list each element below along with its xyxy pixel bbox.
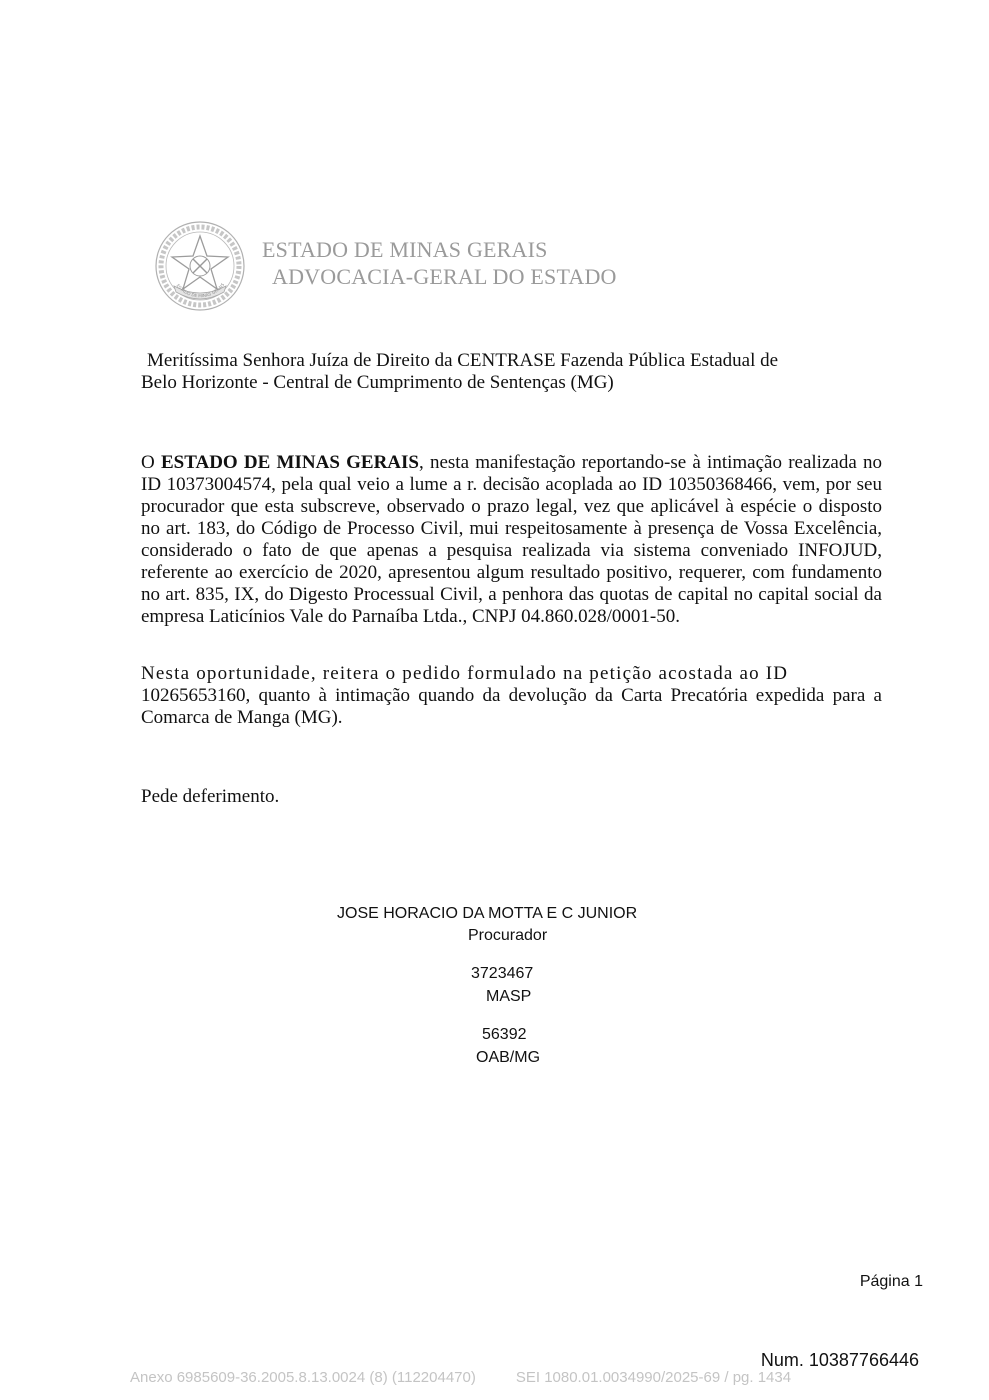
- footer-annex: Anexo 6985609-36.2005.8.13.0024 (8) (112204470): [130, 1369, 476, 1386]
- addressee-line-1: Meritíssima Senhora Juíza de Direito da CENTRASE Fazenda Pública Estadual de: [147, 350, 779, 371]
- letterhead-state: ESTADO DE MINAS GERAIS: [262, 237, 548, 262]
- paragraph-request-party: ESTADO DE MINAS GERAIS: [160, 452, 419, 473]
- paragraph-request: [141, 452, 882, 628]
- masp-number: 3723467: [471, 965, 534, 982]
- page-number: Página 1: [859, 1273, 923, 1290]
- masp-label: MASP: [486, 988, 532, 1005]
- letterhead: [262, 236, 617, 290]
- oab-number: 56392: [482, 1026, 527, 1043]
- addressee: [141, 350, 883, 394]
- footer-stamp: [130, 1369, 791, 1386]
- coat-of-arms-seal-icon: [154, 220, 246, 312]
- oab-label: OAB/MG: [476, 1049, 541, 1066]
- addressee-line-2: Belo Horizonte - Central de Cumprimento de Sentenças (MG): [141, 372, 614, 393]
- signer-name: JOSE HORACIO DA MOTTA E C JUNIOR: [337, 905, 638, 922]
- signer-role: Procurador: [468, 927, 548, 944]
- paragraph-reiteration: [141, 663, 882, 729]
- paragraph-request-lead: O: [141, 452, 161, 473]
- paragraph-reiteration-first-line: Nesta oportunidade, reitera o pedido formulado na petição acostada ao ID: [141, 663, 789, 684]
- seal-ribbon-text: ESTADO DE MINAS GERAIS: [175, 282, 226, 299]
- letterhead-agency: ADVOCACIA-GERAL DO ESTADO: [272, 264, 617, 289]
- paragraph-request-body: , nesta manifestação reportando-se à intimação realizada no ID 10373004574, pela qual veio a lume a r. decisão acoplada ao ID 10350368466, vem, por seu procurador que esta subscreve, observado o prazo legal, vez que aplicável à espécie o disposto no art. 183, do Código de Processo Civil, mui respeitosamente à presença de Vossa Excelência, considerado o fato de que apenas a pesquisa realizada via sistema conveniado INFOJUD, referente ao exercício de 2020, apresentou algum resultado positivo, requerer, com fundamento no art. 835, IX, do Digesto Processual Civil, a penhora das quotas de capital no capital social da empresa Laticínios Vale do Parnaíba Ltda., CNPJ 04.860.028/0001-50.: [141, 452, 882, 627]
- closing-request: Pede deferimento.: [141, 786, 280, 807]
- footer-sei: SEI 1080.01.0034990/2025-69 / pg. 1434: [515, 1369, 792, 1386]
- paragraph-reiteration-rest: 10265653160, quanto à intimação quando da devolução da Carta Precatória expedida para a Comarca de Manga (MG).: [141, 685, 882, 728]
- document-number: Num. 10387766446: [760, 1350, 919, 1370]
